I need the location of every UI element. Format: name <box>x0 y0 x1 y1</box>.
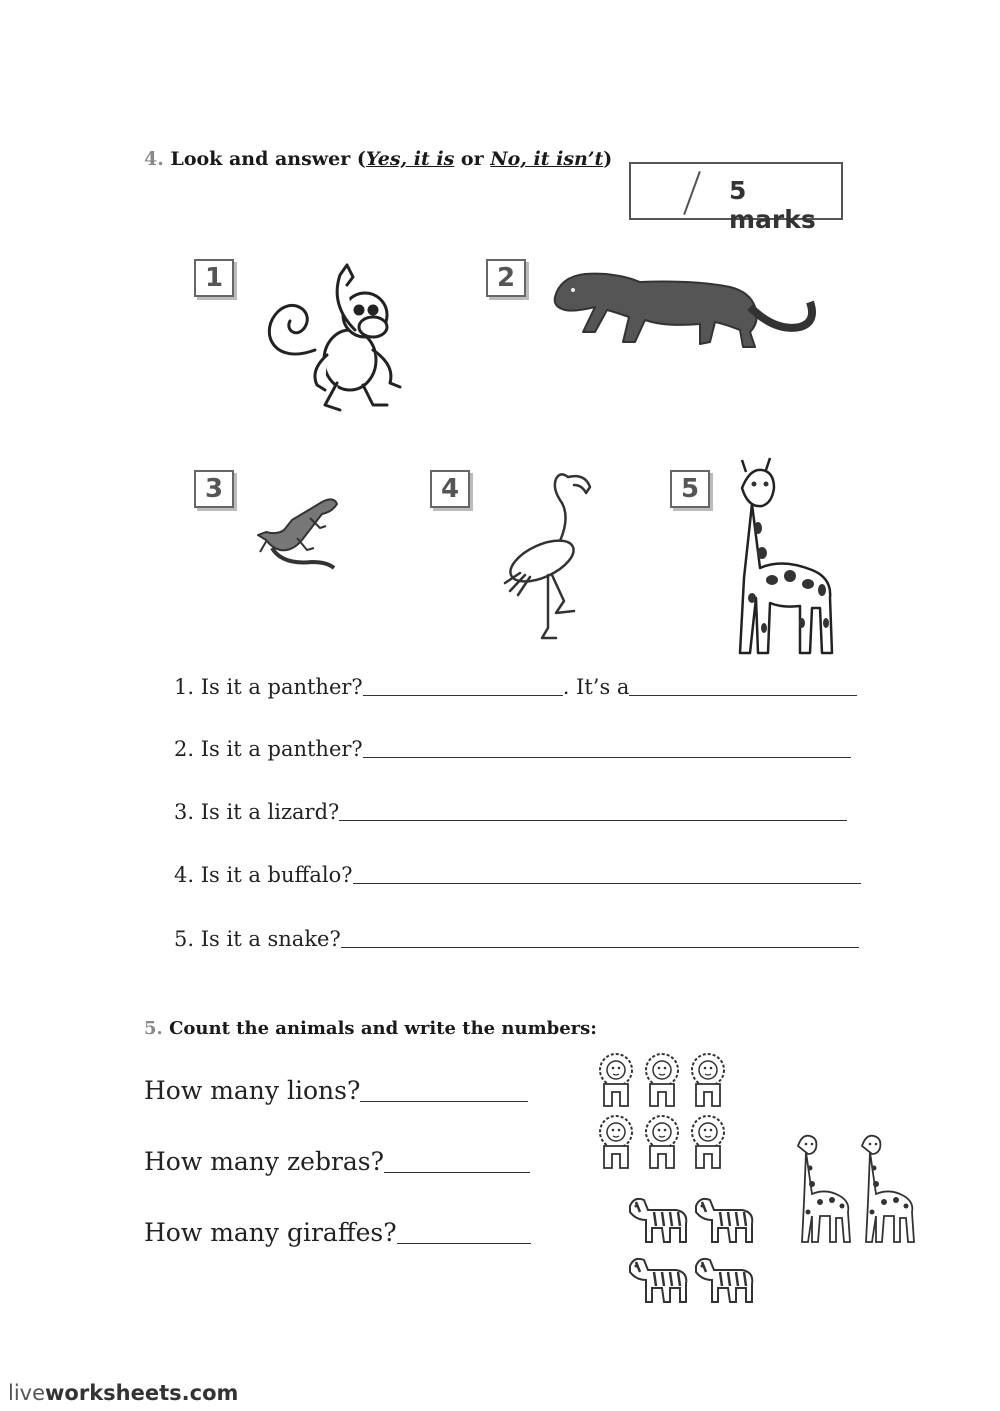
question-1 <box>174 673 857 699</box>
picture-number-1: 1 <box>194 259 234 297</box>
answer-yes-label: Yes, it is <box>365 148 455 170</box>
marks-slash <box>683 171 701 215</box>
question-5-number: 5. <box>174 927 195 951</box>
lizard-icon <box>252 490 342 580</box>
section-4-title <box>144 148 612 170</box>
section-5-number: 5. <box>144 1018 163 1039</box>
flamingo-icon <box>490 463 615 643</box>
question-3-number: 3. <box>174 800 195 824</box>
answer-5-field[interactable] <box>341 925 859 948</box>
lions-picture <box>596 1052 736 1172</box>
count-giraffes-label: How many giraffes? <box>144 1218 397 1247</box>
answer-2-field[interactable] <box>363 735 851 758</box>
question-2-number: 2. <box>174 737 195 761</box>
section-5-title <box>144 1018 597 1039</box>
picture-number-4: 4 <box>430 470 470 508</box>
picture-number-2: 2 <box>486 259 526 297</box>
panther-icon <box>545 262 820 352</box>
question-1-text: Is it a panther? <box>200 675 363 699</box>
question-4 <box>174 861 861 887</box>
lion-icon <box>600 1054 632 1106</box>
lion-icon <box>692 1116 724 1168</box>
question-3 <box>174 798 847 824</box>
zebra-icon <box>696 1259 752 1302</box>
footer-brand <box>8 1381 238 1405</box>
question-4-number: 4. <box>174 863 195 887</box>
count-zebras <box>144 1146 530 1176</box>
question-1-number: 1. <box>174 675 195 699</box>
question-5 <box>174 925 859 951</box>
zebra-icon <box>630 1199 686 1242</box>
count-lions <box>144 1075 528 1105</box>
answer-3-field[interactable] <box>339 798 847 821</box>
question-3-text: Is it a lizard? <box>200 800 340 824</box>
count-zebras-field[interactable] <box>384 1146 530 1173</box>
footer-brand-name: worksheets.com <box>45 1381 239 1405</box>
section-4-title-pre: Look and answer ( <box>170 148 366 170</box>
zebras-picture <box>626 1192 766 1310</box>
zebra-icon <box>630 1259 686 1302</box>
section-4-number: 4. <box>144 148 164 170</box>
title-or: or <box>454 148 491 170</box>
answer-1-animal-field[interactable] <box>629 673 857 696</box>
zebra-icon <box>696 1199 752 1242</box>
footer-live: live <box>8 1381 46 1405</box>
monkey-icon <box>255 255 420 420</box>
section-4-title-post: ) <box>603 148 613 170</box>
count-giraffes-field[interactable] <box>397 1217 531 1244</box>
question-4-text: Is it a buffalo? <box>200 863 353 887</box>
answer-1-field[interactable] <box>363 673 563 696</box>
question-1-mid: . It’s a <box>562 675 630 699</box>
giraffes-picture <box>792 1132 932 1247</box>
picture-number-5: 5 <box>670 470 710 508</box>
question-5-text: Is it a snake? <box>200 927 341 951</box>
marks-box <box>629 162 843 234</box>
marks-label: 5 marks <box>729 176 816 234</box>
lion-icon <box>692 1054 724 1106</box>
question-2-text: Is it a panther? <box>200 737 363 761</box>
question-2 <box>174 735 851 761</box>
count-giraffes <box>144 1217 531 1247</box>
picture-number-3: 3 <box>194 470 234 508</box>
lion-icon <box>600 1116 632 1168</box>
section-5-title-text: Count the animals and write the numbers: <box>169 1018 597 1039</box>
count-lions-field[interactable] <box>360 1075 528 1102</box>
giraffe-icon <box>798 1136 850 1242</box>
answer-no-label: No, it isn’t <box>490 148 604 170</box>
lion-icon <box>646 1054 678 1106</box>
count-zebras-label: How many zebras? <box>144 1147 385 1176</box>
count-lions-label: How many lions? <box>144 1076 361 1105</box>
answer-4-field[interactable] <box>353 861 861 884</box>
giraffe-icon <box>722 458 847 663</box>
giraffe-icon <box>862 1136 914 1242</box>
lion-icon <box>646 1116 678 1168</box>
